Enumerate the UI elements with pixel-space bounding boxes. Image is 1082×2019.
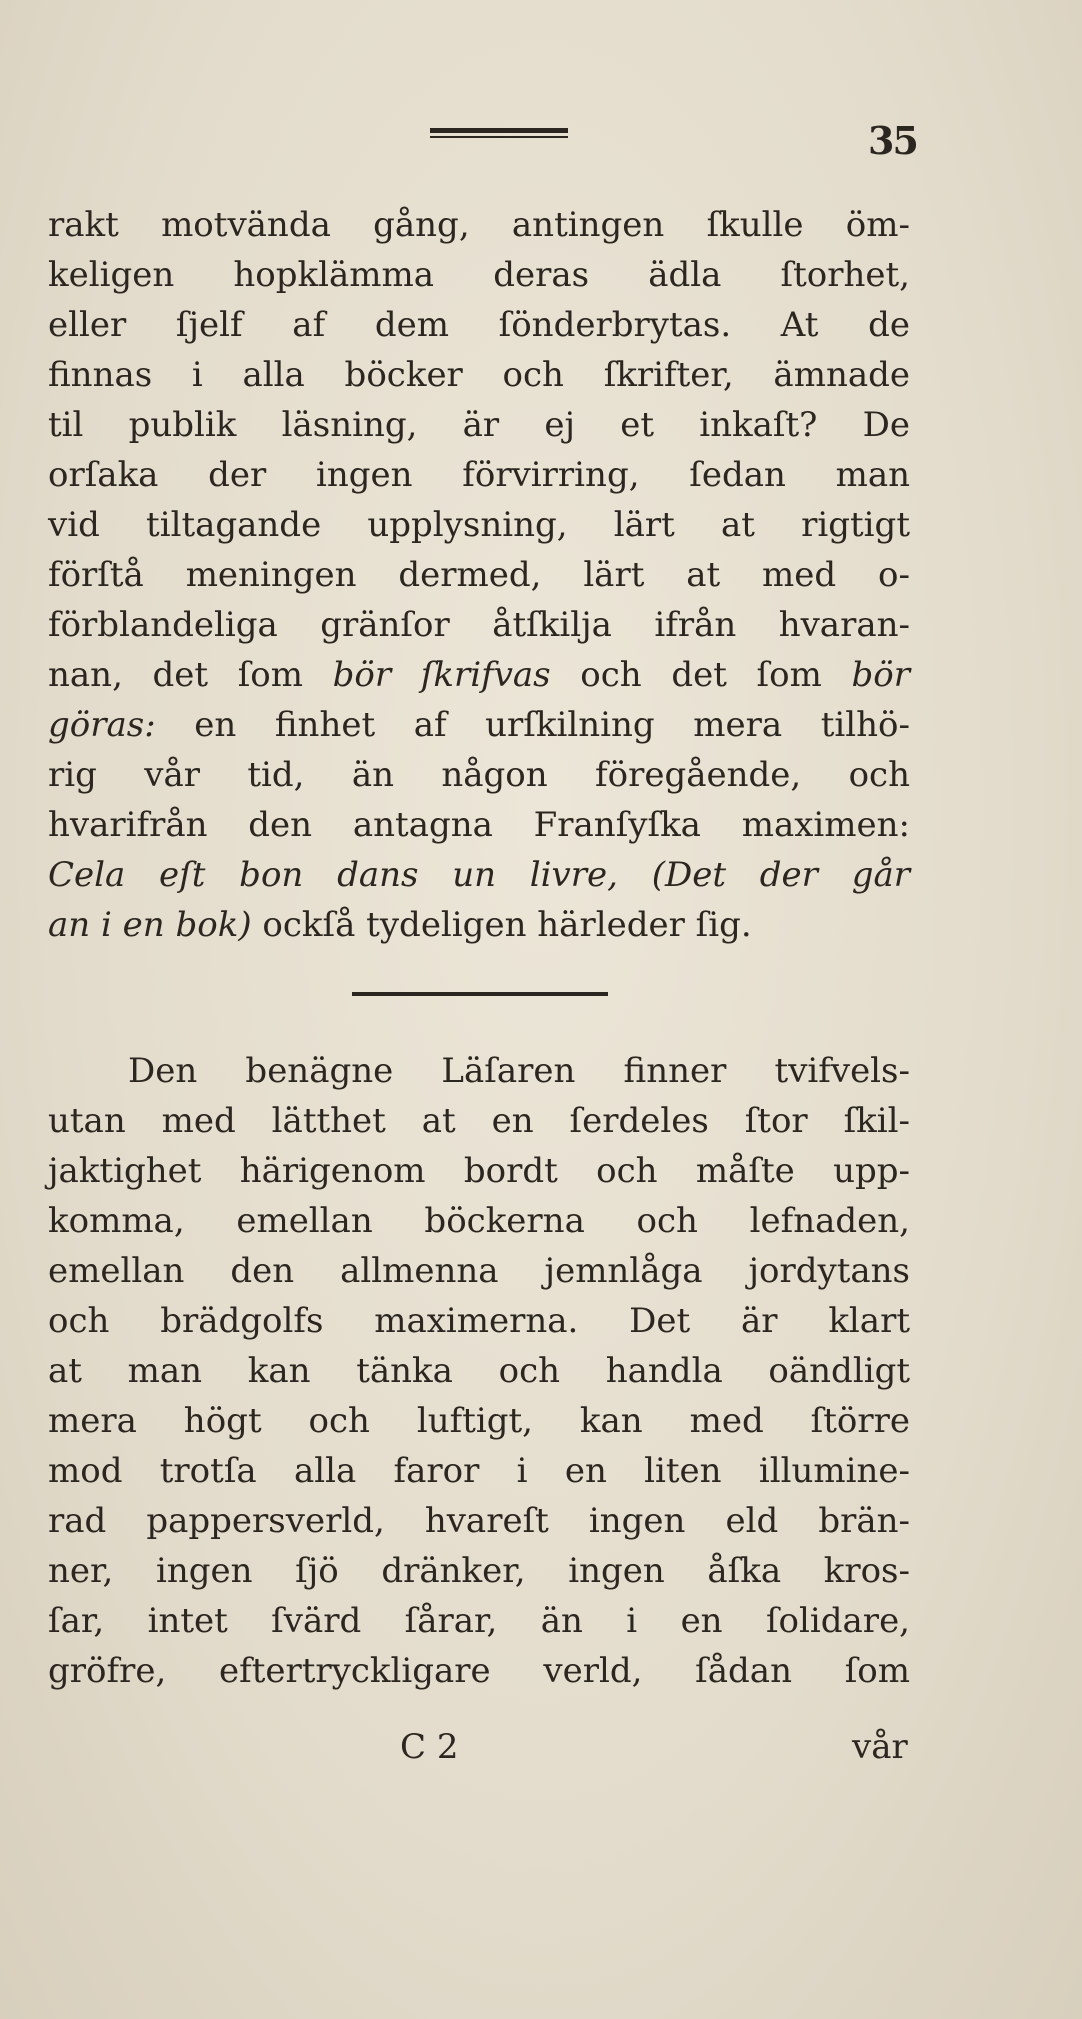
text-line: förſtå meningen dermed, lärt at med o- [48, 555, 910, 595]
page-number: 35 [868, 118, 917, 163]
italic-segment: Cela eſt bon dans un livre, [48, 855, 618, 895]
text-line: ner, ingen ſjö dränker, ingen åſka kros- [48, 1551, 910, 1591]
text-line: finnas i alla böcker och ſkrifter, ämnade [48, 355, 910, 395]
text-line: mera högt och luftigt, kan med ſtörre [48, 1401, 910, 1441]
text-line: mod trotſa alla faror i en liten illumine- [48, 1451, 910, 1491]
signature-mark: C 2 [400, 1727, 459, 1767]
italic-segment: göras: [48, 705, 156, 745]
catchword: vår [852, 1727, 908, 1767]
text-segment: och det ſom [550, 655, 852, 695]
text-segment: nan, det ſom [48, 655, 333, 695]
text-segment: ockſå tydeligen härleder ſig. [251, 905, 752, 945]
text-segment [618, 855, 652, 895]
text-line: utan med lätthet at en ſerdeles ſtor ſkil- [48, 1101, 910, 1141]
text-line: förblandeliga gränſor åtſkilja ifrån hvaran- [48, 605, 910, 645]
text-line [48, 900, 910, 950]
text-line [48, 650, 910, 700]
text-line: vid tiltagande upplysning, lärt at rigtigt [48, 505, 910, 545]
text-segment: en finhet af urſkilning mera tilhö- [155, 705, 910, 745]
text-line: gröfre, eftertryckligare verld, ſådan ſom [48, 1651, 910, 1691]
italic-segment: (Det der går [651, 855, 910, 895]
text-line: jaktighet härigenom bordt och måſte upp- [48, 1151, 910, 1191]
text-line: eller ſjelf af dem ſönderbrytas. At de [48, 305, 910, 345]
header-rule [430, 128, 568, 138]
text-line: rakt motvända gång, antingen ſkulle öm- [48, 205, 910, 245]
paragraph-1 [48, 200, 910, 950]
section-divider [352, 992, 608, 996]
text-line: keligen hopklämma deras ädla ſtorhet, [48, 255, 910, 295]
italic-segment: bör [851, 655, 910, 695]
text-line: at man kan tänka och handla oändligt [48, 1351, 910, 1391]
text-line: rig vår tid, än någon föregående, och [48, 755, 910, 795]
text-line: och brädgolfs maximerna. Det är klart [48, 1301, 910, 1341]
text-line: hvarifrån den antagna Franſyſka maximen: [48, 805, 910, 845]
text-line [48, 850, 910, 900]
italic-segment: an i en bok) [48, 905, 252, 945]
text-line: komma, emellan böckerna och lefnaden, [48, 1201, 910, 1241]
text-line [48, 700, 910, 750]
text-line: orſaka der ingen förvirring, ſedan man [48, 455, 910, 495]
text-line: Den benägne Läſaren finner tvifvels- [128, 1051, 910, 1091]
paragraph-2 [48, 1046, 910, 1696]
text-line: til publik läsning, är ej et inkaſt? De [48, 405, 910, 445]
text-line: ſar, intet ſvärd ſårar, än i en ſolidare, [48, 1601, 910, 1641]
text-line: emellan den allmenna jemnlåga jordytans [48, 1251, 910, 1291]
italic-segment: bör ſkrifvas [332, 655, 551, 695]
text-line: rad pappersverld, hvareſt ingen eld brän- [48, 1501, 910, 1541]
